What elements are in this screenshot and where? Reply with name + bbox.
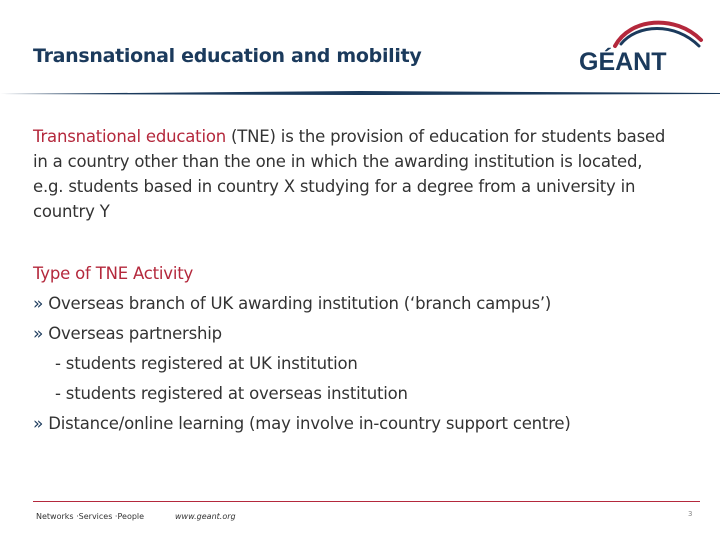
list-item-text: Overseas partnership <box>48 324 222 343</box>
definition-paragraph <box>33 124 673 224</box>
footer-divider <box>33 501 700 502</box>
definition-term: Transnational education <box>33 127 226 146</box>
list-subitem: - students registered at overseas institution <box>55 384 408 403</box>
logo-wordmark: GÉANT <box>579 48 667 76</box>
list-item-text: Distance/online learning (may involve in-country support centre) <box>48 414 571 433</box>
list-item-text: Overseas branch of UK awarding institution (‘branch campus’) <box>48 294 552 313</box>
bullet-icon: » <box>33 294 44 314</box>
list-item <box>33 289 571 319</box>
footer-tagline: Networks ·Services ·People <box>36 512 145 521</box>
list-heading: Type of TNE Activity <box>33 264 194 283</box>
tne-activity-list <box>33 259 571 439</box>
logo-swoosh-red <box>615 23 701 46</box>
header-divider <box>0 88 720 100</box>
geant-logo <box>575 18 705 78</box>
slide-title: Transnational education and mobility <box>33 45 422 67</box>
list-subitem: - students registered at UK institution <box>55 354 358 373</box>
definition-text: (TNE) is the provision of education for students based in a country other than the one in which the awarding institution is located, e.g. students based in country X studying for a degree from a university in country Y <box>33 127 666 221</box>
list-item <box>33 409 571 439</box>
list-item <box>33 319 571 349</box>
bullet-icon: » <box>33 414 44 434</box>
page-number: 3 <box>688 510 693 518</box>
footer-url: www.geant.org <box>175 512 236 521</box>
bullet-icon: » <box>33 324 44 344</box>
